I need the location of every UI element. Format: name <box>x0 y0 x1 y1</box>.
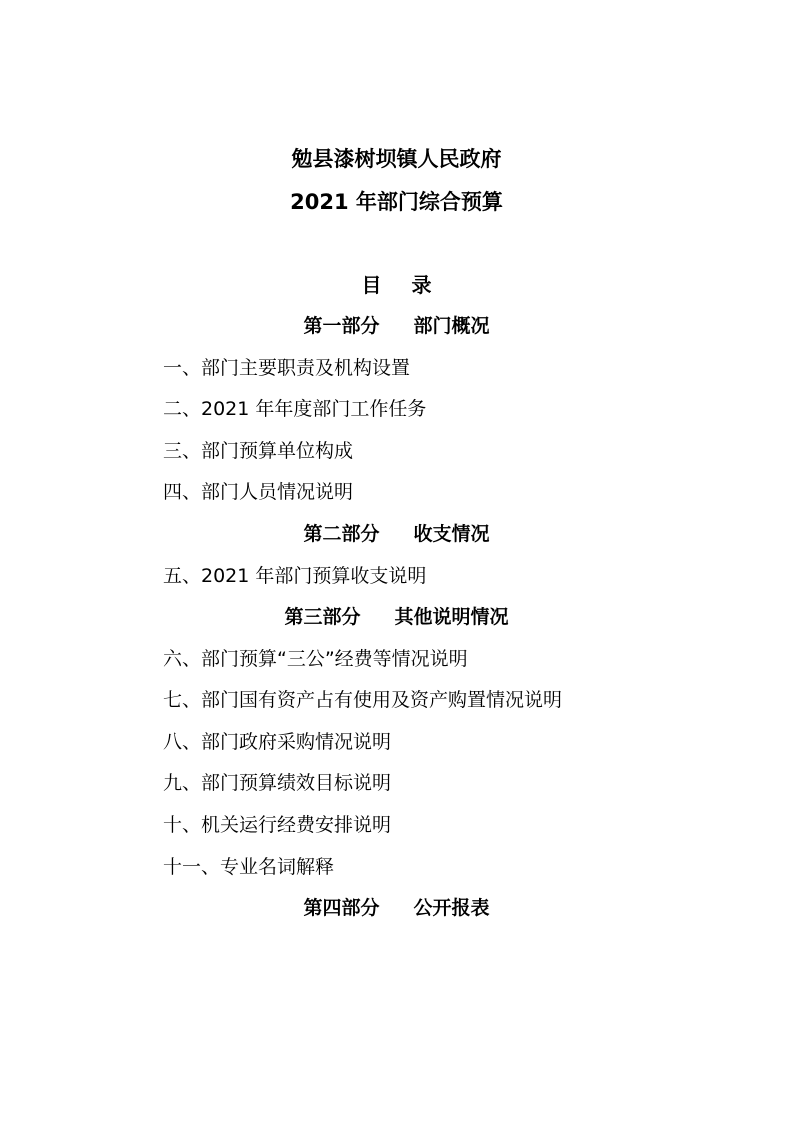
part-name: 其他说明情况 <box>394 606 509 628</box>
part-label: 第四部分 <box>303 897 380 919</box>
toc-heading <box>0 272 793 298</box>
toc-item: 十、机关运行经费安排说明 <box>163 814 392 836</box>
part-heading-3 <box>0 605 793 629</box>
toc-item: 二、2021 年年度部门工作任务 <box>163 398 427 420</box>
part-name: 收支情况 <box>413 523 490 545</box>
part-label: 第二部分 <box>303 523 380 545</box>
toc-item: 六、部门预算“三公”经费等情况说明 <box>163 648 468 670</box>
part-name: 部门概况 <box>413 315 490 337</box>
document-title-budget: 2021 年部门综合预算 <box>290 190 503 214</box>
toc-item: 九、部门预算绩效目标说明 <box>163 772 392 794</box>
toc-heading-left: 目 <box>361 273 382 297</box>
toc-item: 十一、专业名词解释 <box>163 856 335 878</box>
toc-item: 四、部门人员情况说明 <box>163 481 354 503</box>
part-heading-2 <box>0 522 793 546</box>
toc-item: 八、部门政府采购情况说明 <box>163 731 392 753</box>
document-title-org: 勉县漆树坝镇人民政府 <box>291 147 502 171</box>
part-heading-1 <box>0 314 793 338</box>
part-name: 公开报表 <box>413 897 490 919</box>
toc-item: 五、2021 年部门预算收支说明 <box>163 565 427 587</box>
part-heading-4 <box>0 896 793 920</box>
toc-heading-right: 录 <box>411 273 432 297</box>
toc-item: 一、部门主要职责及机构设置 <box>163 357 411 379</box>
toc-item: 三、部门预算单位构成 <box>163 440 354 462</box>
part-label: 第三部分 <box>284 606 361 628</box>
toc-item: 七、部门国有资产占有使用及资产购置情况说明 <box>163 689 563 711</box>
part-label: 第一部分 <box>303 315 380 337</box>
